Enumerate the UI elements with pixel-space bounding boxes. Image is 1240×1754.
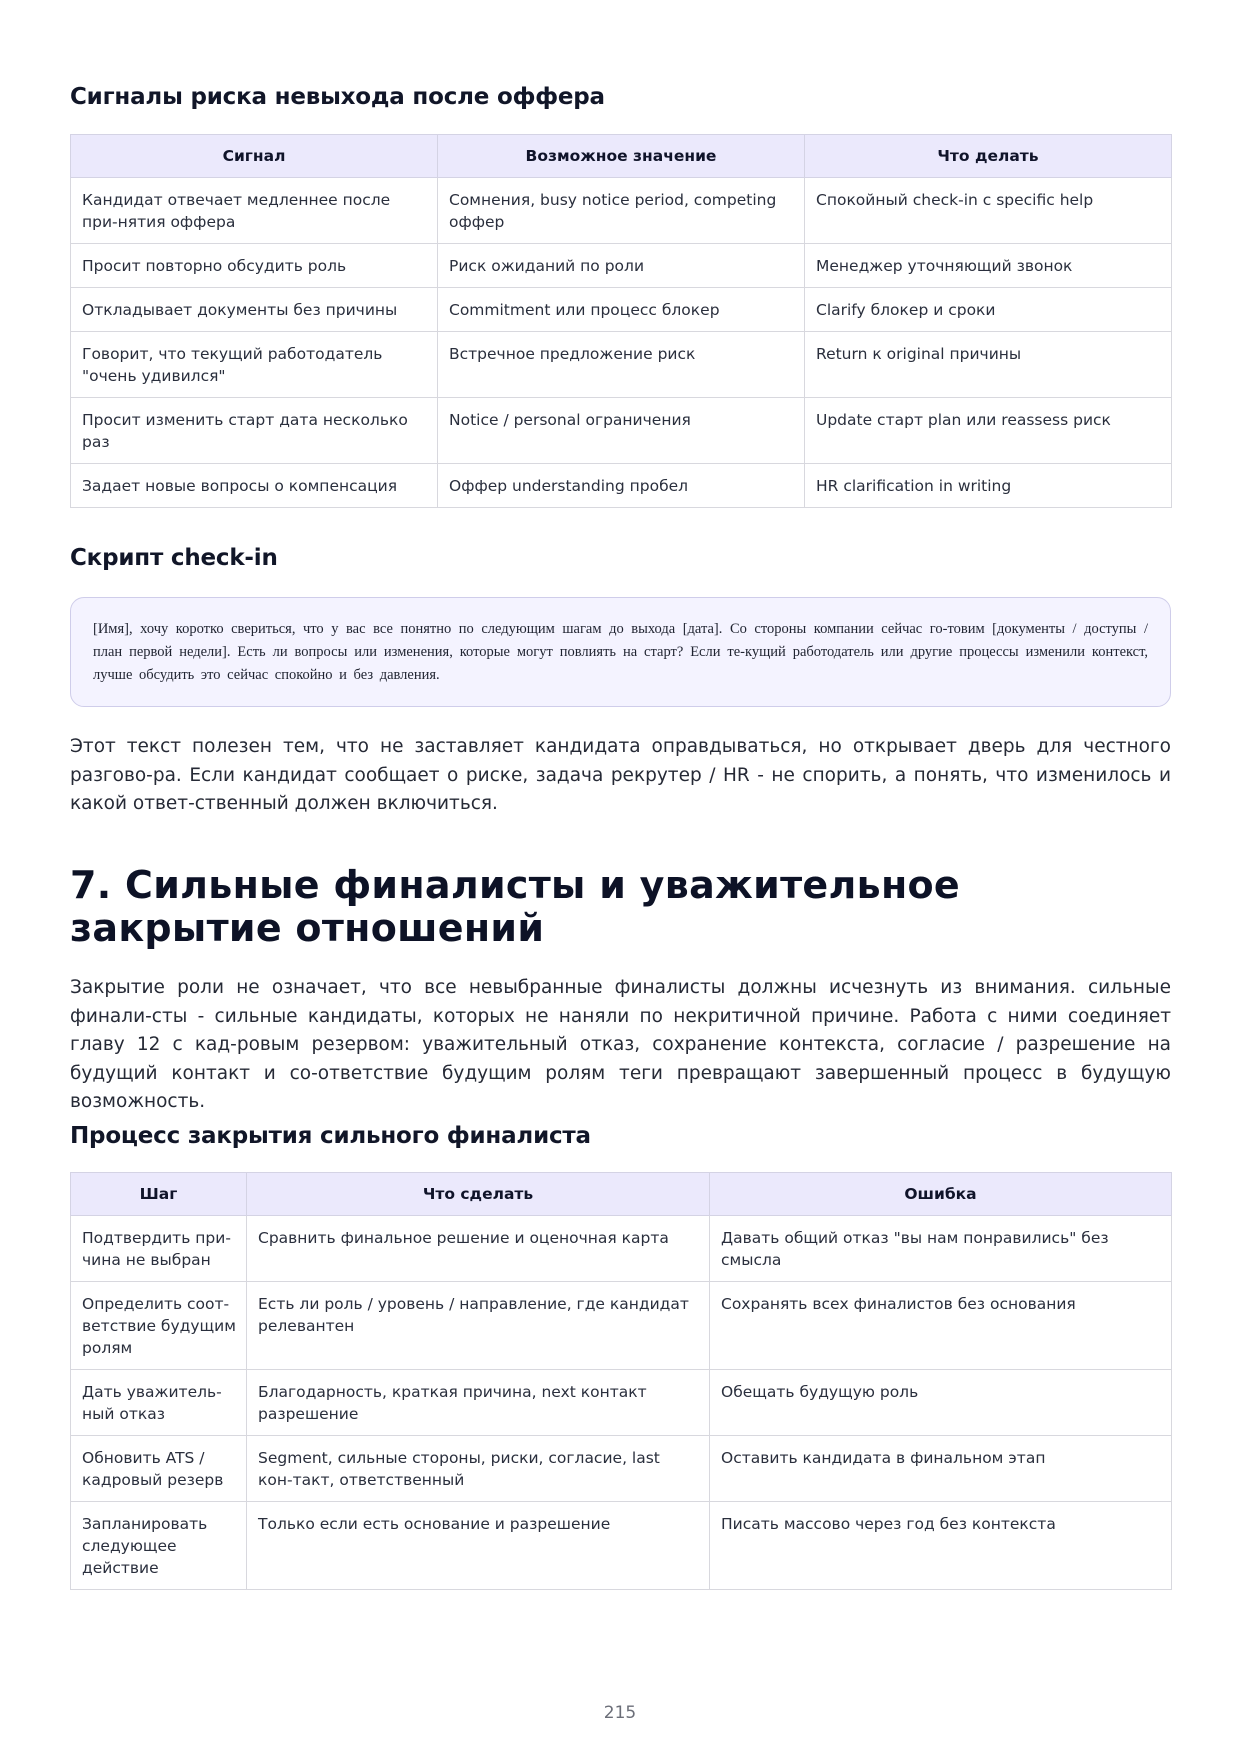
script-callout: [Имя], хочу коротко свериться, что у вас все понятно по следующим шагам до выхода [дата]. Со стороны компании сейчас го-товим [документы / доступы / план первой недели]. Есть ли вопросы или изменения, которые могут повлиять на старт? Если те-кущий работодатель или другие процессы изменили контекст, лучше обсудить это сейчас спокойно и без давления. [70, 597, 1171, 707]
section-heading-script: Скрипт check-in [70, 545, 278, 571]
table-cell: Определить соот-ветствие будущим ролям [71, 1282, 247, 1370]
table-cell: Риск ожиданий по роли [438, 244, 805, 288]
table-cell: Обещать будущую роль [710, 1370, 1172, 1436]
section-heading-process: Процесс закрытия сильного финалиста [70, 1123, 591, 1149]
table-row [71, 1436, 1172, 1502]
table-cell: Commitment или процесс блокер [438, 288, 805, 332]
table-row [71, 288, 1172, 332]
table-cell: Благодарность, краткая причина, next контакт разрешение [247, 1370, 710, 1436]
column-header: Сигнал [71, 135, 438, 178]
page-number: 215 [603, 1703, 637, 1723]
table-row [71, 244, 1172, 288]
table-row [71, 1216, 1172, 1282]
script-explanation-paragraph: Этот текст полезен тем, что не заставляет кандидата оправдываться, но открывает дверь для честного разгово-ра. Если кандидат сообщает о риске, задача рекрутер / HR - не спорить, а понять, что изменилось и какой ответ-ственный должен включиться. [70, 736, 1171, 814]
table-row [71, 464, 1172, 508]
table-cell: Только если есть основание и разрешение [247, 1502, 710, 1590]
table-cell: Задает новые вопросы о компенсация [71, 464, 438, 508]
table-cell: Кандидат отвечает медленнее после при-нятия оффера [71, 178, 438, 244]
table-header-row [71, 1173, 1172, 1216]
table-cell: Давать общий отказ "вы нам понравились" без смысла [710, 1216, 1172, 1282]
table-cell: Менеджер уточняющий звонок [805, 244, 1172, 288]
table-cell: Сравнить финальное решение и оценочная карта [247, 1216, 710, 1282]
table-row [71, 332, 1172, 398]
table-cell: Подтвердить при-чина не выбран [71, 1216, 247, 1282]
table-cell: Просит повторно обсудить роль [71, 244, 438, 288]
table-cell: Откладывает документы без причины [71, 288, 438, 332]
table-header-row [71, 135, 1172, 178]
table-cell: Return к original причины [805, 332, 1172, 398]
column-header: Что делать [805, 135, 1172, 178]
table-cell: Clarify блокер и сроки [805, 288, 1172, 332]
table-cell: Notice / personal ограничения [438, 398, 805, 464]
section-heading-signals: Сигналы риска невыхода после оффера [70, 84, 605, 110]
table-cell: Писать массово через год без контекста [710, 1502, 1172, 1590]
table-cell: Update старт plan или reassess риск [805, 398, 1172, 464]
table-cell: Сомнения, busy notice period, competing оффер [438, 178, 805, 244]
table-cell: Дать уважитель-ный отказ [71, 1370, 247, 1436]
signals-table [70, 134, 1172, 508]
process-table [70, 1172, 1172, 1590]
column-header: Что сделать [247, 1173, 710, 1216]
table-cell: Просит изменить старт дата несколько раз [71, 398, 438, 464]
table-cell: Говорит, что текущий работодатель "очень удивился" [71, 332, 438, 398]
table-cell: Segment, сильные стороны, риски, согласие, last кон-такт, ответственный [247, 1436, 710, 1502]
chapter-intro-paragraph: Закрытие роли не означает, что все невыбранные финалисты должны исчезнуть из внимания. сильные финали-сты - сильные кандидаты, которых не наняли по некритичной причине. Работа с ними соединяет главу 12 с кад-ровым резервом: уважительный отказ, сохранение контекста, согласие / разрешение на будущий контакт и со-ответствие будущим ролям теги превращают завершенный процесс в будущую возможность. [70, 977, 1171, 1112]
table-cell: Запланировать следующее действие [71, 1502, 247, 1590]
table-cell: Оффер understanding пробел [438, 464, 805, 508]
column-header: Ошибка [710, 1173, 1172, 1216]
table-cell: HR clarification in writing [805, 464, 1172, 508]
table-cell: Оставить кандидата в финальном этап [710, 1436, 1172, 1502]
column-header: Шаг [71, 1173, 247, 1216]
table-cell: Спокойный check-in с specific help [805, 178, 1172, 244]
column-header: Возможное значение [438, 135, 805, 178]
table-cell: Сохранять всех финалистов без основания [710, 1282, 1172, 1370]
table-row [71, 178, 1172, 244]
table-cell: Встречное предложение риск [438, 332, 805, 398]
table-row [71, 1282, 1172, 1370]
table-cell: Есть ли роль / уровень / направление, где кандидат релевантен [247, 1282, 710, 1370]
table-cell: Обновить ATS / кадровый резерв [71, 1436, 247, 1502]
chapter-title: 7. Сильные финалисты и уважительное закрытие отношений [70, 863, 960, 950]
table-row [71, 1370, 1172, 1436]
table-row [71, 1502, 1172, 1590]
table-row [71, 398, 1172, 464]
